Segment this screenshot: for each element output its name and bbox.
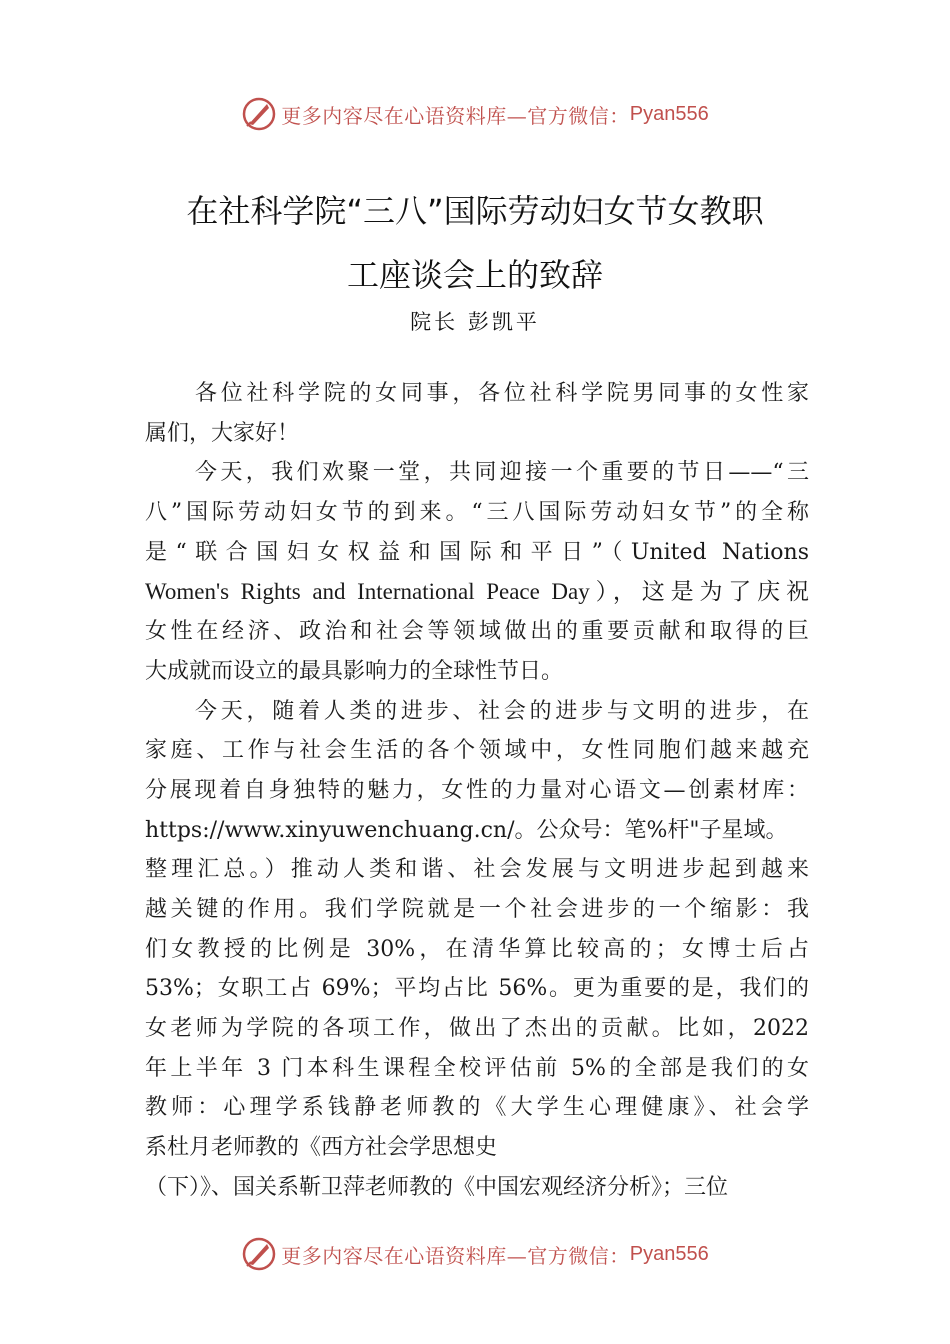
body-line: 今天，随着人类的进步、社会的进步与文明的进步，在 — [195, 698, 809, 724]
body-line: 年上半年 3 门本科生课程全校评估前 5%的全部是我们的女 — [145, 1055, 809, 1081]
body-line: https://www.xinyuwenchuang.cn/。公众号：笔%杆"子星域。 — [145, 817, 788, 843]
quill-logo-icon — [241, 96, 277, 132]
document-title-line-1: 在社科学院“三八”国际劳动妇女节女教职 — [186, 192, 764, 230]
watermark-text: 更多内容尽在心语资料库—官方微信： — [281, 103, 630, 128]
body-line: 女老师为学院的各项工作，做出了杰出的贡献。比如，2022 — [145, 1016, 809, 1041]
body-line: 教师：心理学系钱静老师教的《大学生心理健康》、社会学 — [145, 1095, 809, 1121]
body-line: 大成就而设立的最具影响力的全球性节日。 — [145, 658, 564, 684]
watermark-banner-top — [0, 94, 950, 134]
watermark-text: 更多内容尽在心语资料库—官方微信： — [281, 1243, 630, 1268]
body-line: 53%；女职工占 69%；平均占比 56%。更为重要的是，我们的 — [145, 976, 809, 1002]
watermark-wechat-id: Pyan556 — [629, 1242, 709, 1265]
body-line: 八”国际劳动妇女节的到来。“三八国际劳动妇女节”的全称 — [145, 500, 809, 526]
body-line: （下）》、国关系靳卫萍老师教的《中国宏观经济分析》；三位 — [145, 1174, 729, 1200]
body-line: 整理汇总。）推动人类和谐、社会发展与文明进步起到越来 — [145, 857, 809, 883]
body-line: 家庭、工作与社会生活的各个领域中，女性同胞们越来越充 — [145, 738, 809, 764]
document-author: 院长 彭凯平 — [410, 310, 540, 334]
watermark-wechat-id: Pyan556 — [629, 102, 709, 125]
body-line: 属们，大家好！ — [145, 420, 300, 446]
body-line: Women's Rights and International Peace Day），这是为了庆祝 — [145, 579, 809, 605]
body-line: 是“联合国妇女权益和国际和平日”（United Nations — [145, 539, 809, 565]
document-title-line-2: 工座谈会上的致辞 — [346, 256, 603, 294]
body-line: 系杜月老师教的《西方社会学思想史 — [145, 1135, 498, 1161]
body-line: 各位社科学院的女同事，各位社科学院男同事的女性家 — [195, 381, 809, 406]
body-line: 分展现着自身独特的魅力，女性的力量对心语文—创素材库： — [145, 777, 809, 803]
quill-logo-icon — [241, 1236, 277, 1272]
body-line: 女性在经济、政治和社会等领域做出的重要贡献和取得的巨 — [145, 619, 809, 645]
watermark-banner-bottom — [0, 1234, 950, 1274]
body-line: 越关键的作用。我们学院就是一个社会进步的一个缩影：我 — [145, 896, 809, 922]
document-body — [145, 374, 809, 1207]
body-line: 们女教授的比例是 30%，在清华算比较高的；女博士后占 — [145, 936, 809, 962]
body-line: 今天，我们欢聚一堂，共同迎接一个重要的节日——“三 — [195, 460, 809, 486]
